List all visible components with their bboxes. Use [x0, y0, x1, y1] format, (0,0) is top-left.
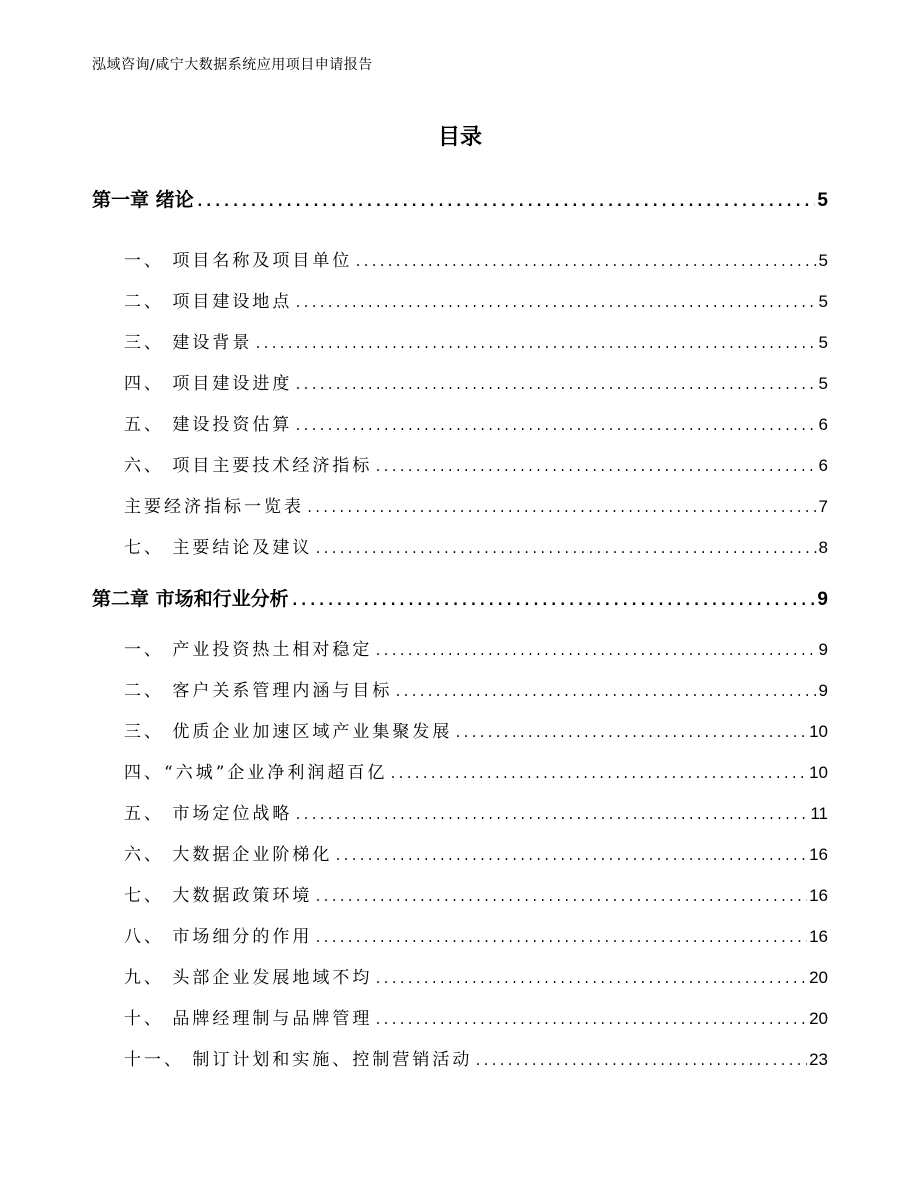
toc-entry-page: 5 — [818, 374, 828, 393]
dot-leader — [474, 1054, 807, 1068]
toc-entry-label: 六、 项目主要技术经济指标 — [124, 456, 373, 476]
toc-entry-page: 9 — [818, 681, 828, 700]
toc-section-1-6[interactable] — [124, 451, 828, 476]
dot-leader — [314, 542, 816, 556]
toc-entry-label: 一、 项目名称及项目单位 — [124, 251, 353, 271]
dot-leader — [294, 419, 816, 433]
toc-section-2-11[interactable] — [124, 1045, 828, 1070]
dot-leader — [374, 972, 807, 986]
dot-leader — [196, 194, 816, 210]
toc-entry-page: 16 — [809, 927, 828, 946]
toc-entry-page: 5 — [817, 190, 828, 211]
toc-entry-label: 十、 品牌经理制与品牌管理 — [124, 1009, 373, 1029]
toc-section-2-7[interactable] — [124, 881, 828, 906]
toc-title: 目录 — [437, 125, 482, 150]
toc-entry-label: 二、 客户关系管理内涵与目标 — [124, 681, 393, 701]
toc-chapter-1[interactable] — [92, 185, 828, 212]
toc-entry-label: 主要经济指标一览表 — [124, 497, 304, 517]
toc-entry-label: 七、 大数据政策环境 — [124, 886, 313, 906]
toc-entry-page: 20 — [809, 1009, 828, 1028]
toc-section-2-3[interactable] — [124, 717, 828, 742]
toc-section-1-2[interactable] — [124, 287, 828, 312]
toc-section-1-3[interactable] — [124, 328, 828, 353]
dot-leader — [306, 501, 817, 515]
toc-entry-label: 六、 大数据企业阶梯化 — [124, 845, 333, 865]
dot-leader — [294, 296, 816, 310]
toc-section-1-5[interactable] — [124, 410, 828, 435]
toc-entry-label: 第一章 绪论 — [92, 189, 194, 211]
toc-section-1-1[interactable] — [124, 246, 828, 271]
toc-entry-label: 八、 市场细分的作用 — [124, 927, 313, 947]
toc-entry-page: 23 — [809, 1050, 828, 1069]
toc-entry-label: 三、 优质企业加速区域产业集聚发展 — [124, 722, 453, 742]
toc-entry-page: 9 — [817, 589, 828, 610]
toc-section-1-table[interactable] — [124, 492, 828, 517]
dot-leader — [374, 460, 816, 474]
dot-leader — [294, 378, 816, 392]
toc-section-1-7[interactable] — [124, 533, 828, 558]
toc-entry-page: 6 — [818, 415, 828, 434]
toc-entry-label: 九、 头部企业发展地域不均 — [124, 968, 373, 988]
toc-entry-label: 三、 建设背景 — [124, 333, 253, 353]
dot-leader — [374, 644, 816, 658]
running-header: 泓域咨询/咸宁大数据系统应用项目申请报告 — [92, 57, 373, 73]
toc-section-2-6[interactable] — [124, 840, 828, 865]
toc-entry-page: 11 — [810, 804, 828, 823]
dot-leader — [294, 808, 808, 822]
dot-leader — [394, 685, 816, 699]
toc-entry-label: 四、“六城”企业净利润超百亿 — [124, 763, 388, 783]
toc-section-2-5[interactable] — [124, 799, 828, 824]
toc-chapter-2[interactable] — [92, 584, 828, 611]
dot-leader — [254, 337, 816, 351]
dot-leader — [354, 255, 816, 269]
toc-section-2-10[interactable] — [124, 1004, 828, 1029]
toc-entry-label: 五、 市场定位战略 — [124, 804, 293, 824]
toc-entry-page: 10 — [809, 763, 828, 782]
toc-section-2-8[interactable] — [124, 922, 828, 947]
toc-entry-page: 5 — [818, 333, 828, 352]
dot-leader — [291, 593, 816, 609]
toc-section-2-1[interactable] — [124, 635, 828, 660]
toc-section-2-9[interactable] — [124, 963, 828, 988]
toc-section-2-4[interactable] — [124, 758, 828, 783]
toc-entry-page: 7 — [818, 497, 828, 516]
dot-leader — [314, 890, 807, 904]
toc-entry-page: 8 — [818, 538, 828, 557]
toc-entry-label: 第二章 市场和行业分析 — [92, 588, 289, 610]
toc-entry-page: 16 — [809, 886, 828, 905]
dot-leader — [454, 726, 807, 740]
dot-leader — [374, 1013, 807, 1027]
dot-leader — [334, 849, 807, 863]
toc-entry-label: 二、 项目建设地点 — [124, 292, 293, 312]
toc-entry-label: 五、 建设投资估算 — [124, 415, 293, 435]
toc-section-2-2[interactable] — [124, 676, 828, 701]
toc-entry-label: 七、 主要结论及建议 — [124, 538, 313, 558]
toc-entry-page: 6 — [818, 456, 828, 475]
dot-leader — [314, 931, 807, 945]
toc-entry-label: 十一、 制订计划和实施、控制营销活动 — [124, 1050, 473, 1070]
toc-entry-label: 四、 项目建设进度 — [124, 374, 293, 394]
toc-entry-page: 20 — [809, 968, 828, 987]
toc-entry-page: 5 — [818, 251, 828, 270]
toc-section-1-4[interactable] — [124, 369, 828, 394]
toc-entry-page: 5 — [818, 292, 828, 311]
toc-entry-page: 10 — [809, 722, 828, 741]
toc-entry-label: 一、 产业投资热土相对稳定 — [124, 640, 373, 660]
dot-leader — [389, 767, 807, 781]
toc-entry-page: 9 — [818, 640, 828, 659]
toc-entry-page: 16 — [809, 845, 828, 864]
